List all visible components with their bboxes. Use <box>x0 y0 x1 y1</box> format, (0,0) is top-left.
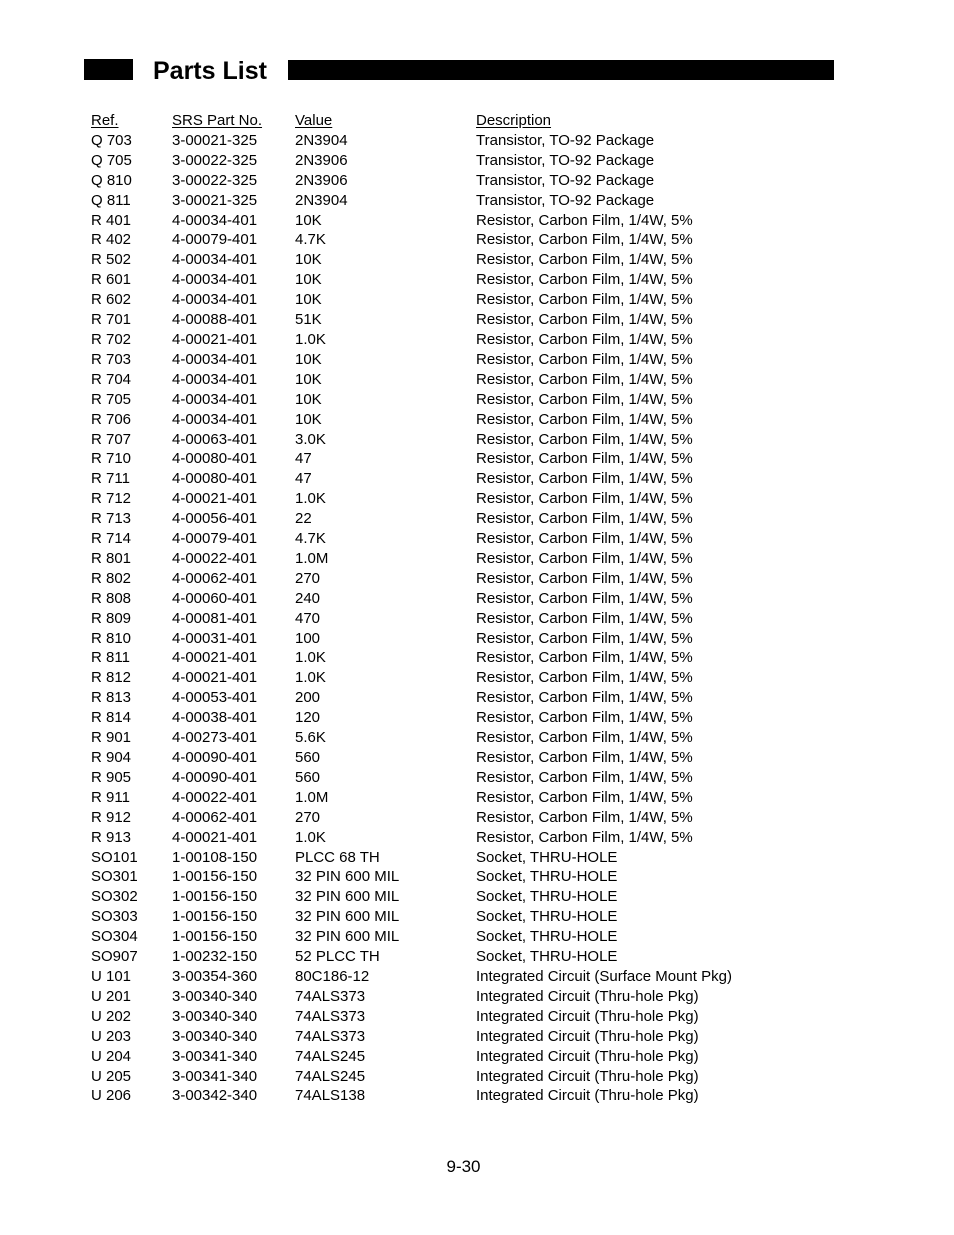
part-number-cell: 4-00034-401 <box>172 370 258 388</box>
table-row <box>91 867 791 887</box>
description-cell: Integrated Circuit (Thru-hole Pkg) <box>476 1027 699 1045</box>
part-number-cell: 4-00079-401 <box>172 530 258 548</box>
column-header-value: Value <box>295 112 333 129</box>
table-row <box>91 549 791 569</box>
ref-cell: U 202 <box>91 1007 132 1025</box>
part-number-cell: 1-00156-150 <box>172 908 258 926</box>
column-header-description: Description <box>476 112 552 129</box>
parts-table <box>91 111 791 1106</box>
description-cell: Resistor, Carbon Film, 1/4W, 5% <box>476 709 693 727</box>
ref-cell: SO907 <box>91 948 138 966</box>
description-cell: Transistor, TO-92 Package <box>476 151 655 169</box>
value-cell: 270 <box>295 569 321 587</box>
ref-cell: Q 810 <box>91 171 132 189</box>
description-cell: Resistor, Carbon Film, 1/4W, 5% <box>476 330 693 348</box>
description-cell: Resistor, Carbon Film, 1/4W, 5% <box>476 530 693 548</box>
part-number-cell: 4-00021-401 <box>172 669 258 687</box>
value-cell: 10K <box>295 271 322 289</box>
ref-cell: Q 705 <box>91 151 132 169</box>
part-number-cell: 4-00038-401 <box>172 709 258 727</box>
description-cell: Resistor, Carbon Film, 1/4W, 5% <box>476 609 693 627</box>
part-number-cell: 4-00063-401 <box>172 430 258 448</box>
value-cell: 2N3906 <box>295 151 348 169</box>
ref-cell: Q 811 <box>91 191 131 209</box>
value-cell: 2N3904 <box>295 131 348 149</box>
ref-cell: R 901 <box>91 729 132 747</box>
part-number-cell: 4-00056-401 <box>172 510 258 528</box>
column-header-part-no: SRS Part No. <box>172 112 263 129</box>
table-row <box>91 370 791 390</box>
value-cell: 74ALS245 <box>295 1047 366 1065</box>
table-row <box>91 887 791 907</box>
part-number-cell: 4-00090-401 <box>172 749 258 766</box>
value-cell: 560 <box>295 768 321 786</box>
value-cell: 74ALS373 <box>295 1007 366 1025</box>
value-cell: 32 PIN 600 MIL <box>295 888 400 906</box>
table-row <box>91 748 791 768</box>
table-row <box>91 430 791 450</box>
table-row <box>91 609 791 629</box>
description-cell: Resistor, Carbon Film, 1/4W, 5% <box>476 370 693 388</box>
description-cell: Resistor, Carbon Film, 1/4W, 5% <box>476 470 693 488</box>
value-cell: 1.0M <box>295 788 329 806</box>
page-title: Parts List <box>153 57 267 85</box>
column-header-ref: Ref. <box>91 112 119 129</box>
description-cell: Integrated Circuit (Thru-hole Pkg) <box>476 1087 699 1105</box>
header-bar-left <box>84 59 133 80</box>
description-cell: Resistor, Carbon Film, 1/4W, 5% <box>476 271 693 289</box>
table-row <box>91 1007 791 1027</box>
description-cell: Resistor, Carbon Film, 1/4W, 5% <box>476 231 693 249</box>
description-cell: Resistor, Carbon Film, 1/4W, 5% <box>476 450 693 468</box>
value-cell: 1.0K <box>295 649 326 667</box>
description-cell: Resistor, Carbon Film, 1/4W, 5% <box>476 390 693 408</box>
part-number-cell: 4-00090-401 <box>172 768 258 786</box>
table-row <box>91 469 791 489</box>
value-cell: 560 <box>295 749 321 766</box>
table-row <box>91 808 791 828</box>
part-number-cell: 3-00341-340 <box>172 1047 258 1065</box>
ref-cell: SO303 <box>91 908 138 926</box>
ref-cell: R 814 <box>91 709 132 727</box>
description-cell: Socket, THRU-HOLE <box>476 868 618 886</box>
table-row <box>91 907 791 927</box>
description-cell: Resistor, Carbon Film, 1/4W, 5% <box>476 689 693 707</box>
ref-cell: R 712 <box>91 490 132 508</box>
description-cell: Resistor, Carbon Film, 1/4W, 5% <box>476 510 693 528</box>
description-cell: Integrated Circuit (Thru-hole Pkg) <box>476 987 699 1005</box>
table-row <box>91 410 791 430</box>
description-cell: Resistor, Carbon Film, 1/4W, 5% <box>476 649 693 667</box>
table-row <box>91 449 791 469</box>
ref-cell: R 904 <box>91 749 132 766</box>
description-cell: Resistor, Carbon Film, 1/4W, 5% <box>476 490 693 508</box>
value-cell: 10K <box>295 410 322 428</box>
table-row <box>91 1047 791 1067</box>
ref-cell: SO301 <box>91 868 138 886</box>
ref-cell: R 811 <box>91 649 130 667</box>
table-header <box>91 111 791 131</box>
description-cell: Integrated Circuit (Thru-hole Pkg) <box>476 1067 699 1085</box>
ref-cell: U 101 <box>91 967 132 985</box>
description-cell: Integrated Circuit (Surface Mount Pkg) <box>476 967 732 985</box>
ref-cell: R 714 <box>91 530 132 548</box>
value-cell: 1.0K <box>295 828 326 846</box>
part-number-cell: 1-00156-150 <box>172 868 258 886</box>
description-cell: Transistor, TO-92 Package <box>476 191 655 209</box>
ref-cell: R 401 <box>91 211 132 229</box>
table-row <box>91 131 791 151</box>
value-cell: PLCC 68 TH <box>295 848 380 866</box>
table-row <box>91 191 791 211</box>
part-number-cell: 3-00022-325 <box>172 171 258 189</box>
value-cell: 74ALS138 <box>295 1087 366 1105</box>
value-cell: 74ALS373 <box>295 987 366 1005</box>
table-row <box>91 788 791 808</box>
ref-cell: R 704 <box>91 370 132 388</box>
description-cell: Resistor, Carbon Film, 1/4W, 5% <box>476 749 693 766</box>
table-row <box>91 171 791 191</box>
ref-cell: R 502 <box>91 251 132 269</box>
table-row <box>91 290 791 310</box>
ref-cell: R 711 <box>91 470 130 488</box>
value-cell: 1.0M <box>295 549 329 567</box>
part-number-cell: 4-00079-401 <box>172 231 258 249</box>
value-cell: 22 <box>295 510 312 528</box>
value-cell: 10K <box>295 291 322 309</box>
table-row <box>91 947 791 967</box>
table-row <box>91 330 791 350</box>
table-row <box>91 967 791 987</box>
value-cell: 32 PIN 600 MIL <box>295 908 400 926</box>
ref-cell: U 201 <box>91 987 132 1005</box>
value-cell: 10K <box>295 251 322 269</box>
value-cell: 47 <box>295 450 312 468</box>
value-cell: 74ALS373 <box>295 1027 366 1045</box>
description-cell: Resistor, Carbon Film, 1/4W, 5% <box>476 629 693 647</box>
value-cell: 52 PLCC TH <box>295 948 380 966</box>
ref-cell: R 812 <box>91 669 132 687</box>
description-cell: Integrated Circuit (Thru-hole Pkg) <box>476 1007 699 1025</box>
value-cell: 5.6K <box>295 729 326 747</box>
ref-cell: U 206 <box>91 1087 132 1105</box>
table-row <box>91 270 791 290</box>
ref-cell: R 707 <box>91 430 132 448</box>
description-cell: Transistor, TO-92 Package <box>476 171 655 189</box>
table-row <box>91 768 791 788</box>
description-cell: Resistor, Carbon Film, 1/4W, 5% <box>476 808 693 826</box>
value-cell: 1.0K <box>295 330 326 348</box>
table-row <box>91 708 791 728</box>
part-number-cell: 3-00340-340 <box>172 1027 258 1045</box>
description-cell: Resistor, Carbon Film, 1/4W, 5% <box>476 549 693 567</box>
header-bar-right <box>288 60 834 80</box>
part-number-cell: 1-00232-150 <box>172 948 258 966</box>
table-row <box>91 489 791 509</box>
ref-cell: U 203 <box>91 1027 132 1045</box>
part-number-cell: 4-00022-401 <box>172 549 258 567</box>
ref-cell: R 810 <box>91 629 132 647</box>
value-cell: 200 <box>295 689 321 707</box>
part-number-cell: 3-00342-340 <box>172 1087 258 1105</box>
table-row <box>91 987 791 1007</box>
description-cell: Transistor, TO-92 Package <box>476 131 655 149</box>
description-cell: Socket, THRU-HOLE <box>476 888 618 906</box>
description-cell: Resistor, Carbon Film, 1/4W, 5% <box>476 410 693 428</box>
part-number-cell: 4-00031-401 <box>172 629 258 647</box>
table-row <box>91 230 791 250</box>
ref-cell: SO304 <box>91 928 138 946</box>
table-row <box>91 668 791 688</box>
ref-cell: R 802 <box>91 569 132 587</box>
description-cell: Socket, THRU-HOLE <box>476 948 618 966</box>
table-row <box>91 848 791 868</box>
part-number-cell: 4-00081-401 <box>172 609 258 627</box>
part-number-cell: 4-00021-401 <box>172 490 258 508</box>
value-cell: 2N3906 <box>295 171 348 189</box>
value-cell: 2N3904 <box>295 191 348 209</box>
ref-cell: R 701 <box>91 311 132 329</box>
ref-cell: R 710 <box>91 450 132 468</box>
value-cell: 270 <box>295 808 321 826</box>
ref-cell: SO101 <box>91 848 138 866</box>
table-row <box>91 828 791 848</box>
part-number-cell: 4-00034-401 <box>172 291 258 309</box>
ref-cell: R 913 <box>91 828 132 846</box>
value-cell: 51K <box>295 311 322 329</box>
ref-cell: R 602 <box>91 291 132 309</box>
table-row <box>91 509 791 529</box>
part-number-cell: 1-00156-150 <box>172 928 258 946</box>
description-cell: Resistor, Carbon Film, 1/4W, 5% <box>476 251 693 269</box>
description-cell: Resistor, Carbon Film, 1/4W, 5% <box>476 211 693 229</box>
description-cell: Resistor, Carbon Film, 1/4W, 5% <box>476 788 693 806</box>
description-cell: Resistor, Carbon Film, 1/4W, 5% <box>476 291 693 309</box>
description-cell: Resistor, Carbon Film, 1/4W, 5% <box>476 768 693 786</box>
table-row <box>91 1067 791 1087</box>
ref-cell: R 706 <box>91 410 132 428</box>
part-number-cell: 1-00156-150 <box>172 888 258 906</box>
ref-cell: U 205 <box>91 1067 132 1085</box>
part-number-cell: 3-00354-360 <box>172 967 258 985</box>
part-number-cell: 1-00108-150 <box>172 848 258 866</box>
part-number-cell: 4-00034-401 <box>172 390 258 408</box>
part-number-cell: 4-00022-401 <box>172 788 258 806</box>
part-number-cell: 4-00034-401 <box>172 410 258 428</box>
ref-cell: R 813 <box>91 689 132 707</box>
ref-cell: Q 703 <box>91 131 132 149</box>
value-cell: 10K <box>295 390 322 408</box>
value-cell: 100 <box>295 629 321 647</box>
part-number-cell: 4-00062-401 <box>172 808 258 826</box>
value-cell: 120 <box>295 709 321 727</box>
ref-cell: U 204 <box>91 1047 132 1065</box>
ref-cell: SO302 <box>91 888 138 906</box>
part-number-cell: 4-00088-401 <box>172 311 258 329</box>
part-number-cell: 3-00340-340 <box>172 1007 258 1025</box>
table-body <box>91 131 791 1106</box>
table-row <box>91 569 791 589</box>
part-number-cell: 3-00021-325 <box>172 131 258 149</box>
ref-cell: R 801 <box>91 549 132 567</box>
ref-cell: R 809 <box>91 609 132 627</box>
table-row <box>91 350 791 370</box>
description-cell: Socket, THRU-HOLE <box>476 848 618 866</box>
ref-cell: R 702 <box>91 330 132 348</box>
table-row <box>91 529 791 549</box>
value-cell: 74ALS245 <box>295 1067 366 1085</box>
part-number-cell: 4-00021-401 <box>172 828 258 846</box>
description-cell: Resistor, Carbon Film, 1/4W, 5% <box>476 589 693 607</box>
description-cell: Resistor, Carbon Film, 1/4W, 5% <box>476 828 693 846</box>
description-cell: Resistor, Carbon Film, 1/4W, 5% <box>476 729 693 747</box>
description-cell: Socket, THRU-HOLE <box>476 928 618 946</box>
table-row <box>91 927 791 947</box>
ref-cell: R 808 <box>91 589 132 607</box>
part-number-cell: 4-00053-401 <box>172 689 258 707</box>
part-number-cell: 4-00034-401 <box>172 211 258 229</box>
value-cell: 1.0K <box>295 490 326 508</box>
part-number-cell: 4-00034-401 <box>172 271 258 289</box>
value-cell: 32 PIN 600 MIL <box>295 928 400 946</box>
description-cell: Resistor, Carbon Film, 1/4W, 5% <box>476 569 693 587</box>
part-number-cell: 3-00021-325 <box>172 191 258 209</box>
table-row <box>91 728 791 748</box>
ref-cell: R 601 <box>91 271 132 289</box>
ref-cell: R 912 <box>91 808 132 826</box>
description-cell: Resistor, Carbon Film, 1/4W, 5% <box>476 430 693 448</box>
part-number-cell: 4-00034-401 <box>172 251 258 269</box>
part-number-cell: 4-00021-401 <box>172 649 258 667</box>
part-number-cell: 3-00340-340 <box>172 987 258 1005</box>
part-number-cell: 4-00273-401 <box>172 729 258 747</box>
value-cell: 32 PIN 600 MIL <box>295 868 400 886</box>
part-number-cell: 4-00080-401 <box>172 470 258 488</box>
table-row <box>91 1086 791 1106</box>
ref-cell: R 402 <box>91 231 132 249</box>
part-number-cell: 3-00022-325 <box>172 151 258 169</box>
value-cell: 3.0K <box>295 430 326 448</box>
table-row <box>91 390 791 410</box>
value-cell: 470 <box>295 609 321 627</box>
ref-cell: R 703 <box>91 350 132 368</box>
table-row <box>91 589 791 609</box>
part-number-cell: 4-00034-401 <box>172 350 258 368</box>
part-number-cell: 4-00060-401 <box>172 589 258 607</box>
part-number-cell: 4-00062-401 <box>172 569 258 587</box>
table-row <box>91 211 791 231</box>
description-cell: Integrated Circuit (Thru-hole Pkg) <box>476 1047 699 1065</box>
value-cell: 10K <box>295 370 322 388</box>
table-row <box>91 151 791 171</box>
table-row <box>91 250 791 270</box>
table-row <box>91 648 791 668</box>
table-row <box>91 1027 791 1047</box>
page-number: 9-30 <box>446 1157 481 1176</box>
value-cell: 1.0K <box>295 669 326 687</box>
ref-cell: R 713 <box>91 510 132 528</box>
ref-cell: R 911 <box>91 788 130 806</box>
table-row <box>91 688 791 708</box>
ref-cell: R 705 <box>91 390 132 408</box>
description-cell: Socket, THRU-HOLE <box>476 908 618 926</box>
table-row <box>91 310 791 330</box>
description-cell: Resistor, Carbon Film, 1/4W, 5% <box>476 669 693 687</box>
value-cell: 240 <box>295 589 321 607</box>
value-cell: 10K <box>295 211 322 229</box>
part-number-cell: 4-00080-401 <box>172 450 258 468</box>
description-cell: Resistor, Carbon Film, 1/4W, 5% <box>476 311 693 329</box>
value-cell: 10K <box>295 350 322 368</box>
part-number-cell: 4-00021-401 <box>172 330 258 348</box>
ref-cell: R 905 <box>91 768 132 786</box>
table-row <box>91 629 791 649</box>
value-cell: 4.7K <box>295 231 326 249</box>
value-cell: 4.7K <box>295 530 326 548</box>
value-cell: 47 <box>295 470 312 488</box>
part-number-cell: 3-00341-340 <box>172 1067 258 1085</box>
value-cell: 80C186-12 <box>295 967 370 985</box>
description-cell: Resistor, Carbon Film, 1/4W, 5% <box>476 350 693 368</box>
